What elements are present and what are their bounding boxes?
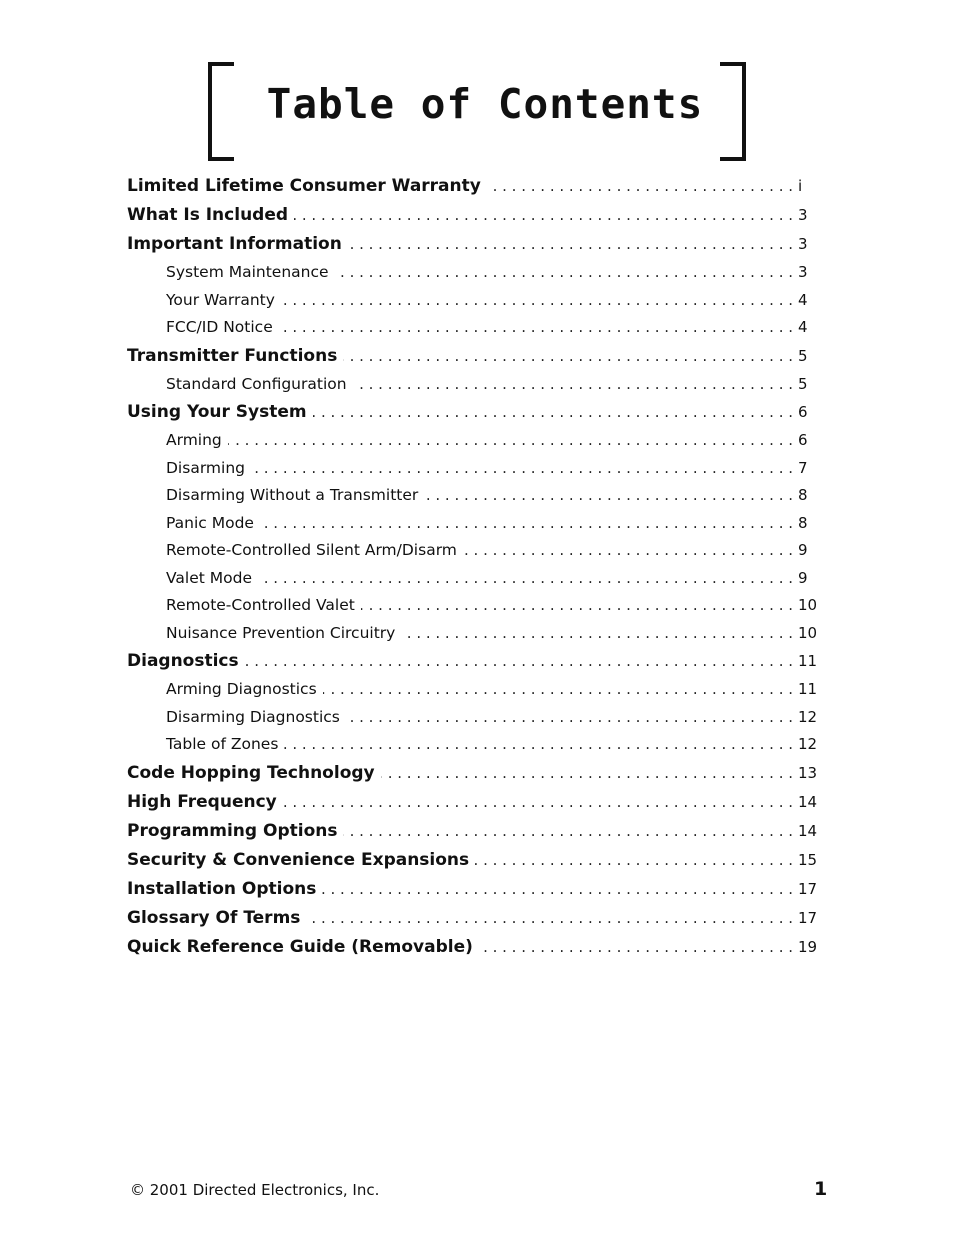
dot-leader [251,455,793,483]
toc-entry[interactable] [127,788,820,817]
toc-entry[interactable] [127,759,820,788]
toc-entry-label: Standard Configuration [166,374,347,393]
toc-page-number: 3 [798,263,808,281]
page-title: Table of Contents [266,80,704,128]
dot-leader [279,314,793,342]
toc-page-number: 19 [798,937,818,956]
dot-leader [343,342,793,371]
page-number: 1 [814,1178,828,1200]
dot-leader [283,788,793,817]
toc-page-number: 17 [798,879,818,898]
toc-page-number: 3 [798,235,808,253]
dot-leader [245,647,793,676]
toc-entry-label: Programming Options [127,820,338,841]
toc-page-number: 5 [798,346,808,365]
toc-page-number: 8 [798,486,808,504]
toc-page-number: 7 [798,458,808,477]
toc-entry-label: High Frequency [127,791,277,812]
dot-leader [479,933,793,962]
dot-leader [343,817,793,846]
toc-entry-label: Panic Mode [166,513,254,532]
dot-leader [424,482,793,510]
toc-entry-label: Remote-Controlled Silent Arm/Disarm [166,541,457,559]
dot-leader [348,230,793,259]
dot-leader [284,731,793,759]
toc-entry[interactable] [127,172,820,201]
toc-entry-label: Remote-Controlled Valet [166,596,355,614]
toc-subentry[interactable] [127,620,820,648]
toc-page-number: 6 [798,431,808,449]
toc-entry-label: Security & Convenience Expansions [127,849,470,870]
toc-entry[interactable] [127,875,820,904]
dot-leader [353,371,793,399]
toc-subentry[interactable] [127,565,820,593]
dot-leader [258,565,793,593]
dot-leader [335,259,793,287]
toc-entry[interactable] [127,647,820,676]
toc-subentry[interactable] [127,676,820,704]
toc-entry-label: Limited Lifetime Consumer Warranty [127,176,481,196]
dot-leader [361,592,793,620]
toc-page-number: 13 [798,763,818,782]
toc-entry-label: Using Your System [127,402,307,422]
toc-subentry[interactable] [127,314,820,342]
dot-leader [475,846,793,875]
toc-page-number: 14 [798,821,818,840]
toc-entry[interactable] [127,817,820,846]
toc-entry-label: FCC/ID Notice [166,318,273,336]
toc-subentry[interactable] [127,592,820,620]
toc-entry-label: Installation Options [127,878,317,899]
toc-subentry[interactable] [127,704,820,732]
toc-entry-label: Table of Zones [166,735,279,753]
toc-entry[interactable] [127,230,820,259]
dot-leader [260,510,793,538]
dot-leader [463,537,793,565]
toc-subentry[interactable] [127,259,820,287]
toc-page-number: 9 [798,541,808,559]
toc-entry-label: Important Information [127,234,342,254]
toc-subentry[interactable] [127,427,820,455]
toc-page-number: 6 [798,403,808,421]
toc-subentry[interactable] [127,482,820,510]
toc-subentry[interactable] [127,731,820,759]
dot-leader [346,704,793,732]
copyright-notice: © 2001 Directed Electronics, Inc. [130,1181,380,1199]
toc-entry-label: System Maintenance [166,263,329,281]
toc-subentry[interactable] [127,510,820,538]
toc-page-number: 5 [798,374,808,393]
toc-page-number: 4 [798,318,808,336]
dot-leader [313,398,793,427]
toc-entry[interactable] [127,904,820,933]
table-of-contents [127,172,820,962]
toc-entry-label: Disarming Without a Transmitter [166,486,419,504]
toc-page-number: 8 [798,513,808,532]
toc-page-number: 11 [798,652,818,670]
toc-page-number: 3 [798,206,808,224]
toc-entry-label: Glossary Of Terms [127,907,301,928]
toc-page-number: 9 [798,568,808,587]
toc-entry-label: Transmitter Functions [127,345,338,366]
toc-page-number: 12 [798,707,818,726]
toc-entry[interactable] [127,933,820,962]
toc-subentry[interactable] [127,537,820,565]
toc-subentry[interactable] [127,455,820,483]
toc-page-number: 10 [798,623,818,642]
toc-page-number: 4 [798,290,808,309]
toc-page-number: i [798,177,803,195]
toc-entry-label: Diagnostics [127,651,239,671]
toc-entry[interactable] [127,398,820,427]
dot-leader [281,287,793,315]
toc-entry-label: Disarming [166,458,245,477]
dot-leader [294,201,793,230]
dot-leader [401,620,793,648]
toc-entry-label: Disarming Diagnostics [166,707,340,726]
toc-subentry[interactable] [127,287,820,315]
toc-page-number: 15 [798,850,818,869]
dot-leader [323,676,793,704]
toc-page-number: 12 [798,735,818,753]
toc-page-number: 10 [798,596,818,614]
toc-page-number: 14 [798,792,818,811]
dot-leader [487,172,793,201]
toc-entry[interactable] [127,846,820,875]
toc-entry-label: Valet Mode [166,568,252,587]
toc-entry-label: Nuisance Prevention Circuitry [166,623,396,642]
toc-entry-label: Your Warranty [166,290,275,309]
dot-leader [228,427,793,455]
dot-leader [322,875,793,904]
toc-entry-label: Arming Diagnostics [166,680,317,698]
toc-entry-label: Arming [166,431,222,449]
dot-leader [306,904,793,933]
toc-entry[interactable] [127,201,820,230]
toc-entry-label: What Is Included [127,205,289,225]
toc-page-number: 17 [798,908,818,927]
toc-subentry[interactable] [127,371,820,399]
dot-leader [381,759,793,788]
toc-entry-label: Code Hopping Technology [127,762,375,783]
toc-page-number: 11 [798,680,818,698]
toc-entry[interactable] [127,342,820,371]
toc-entry-label: Quick Reference Guide (Removable) [127,936,473,957]
